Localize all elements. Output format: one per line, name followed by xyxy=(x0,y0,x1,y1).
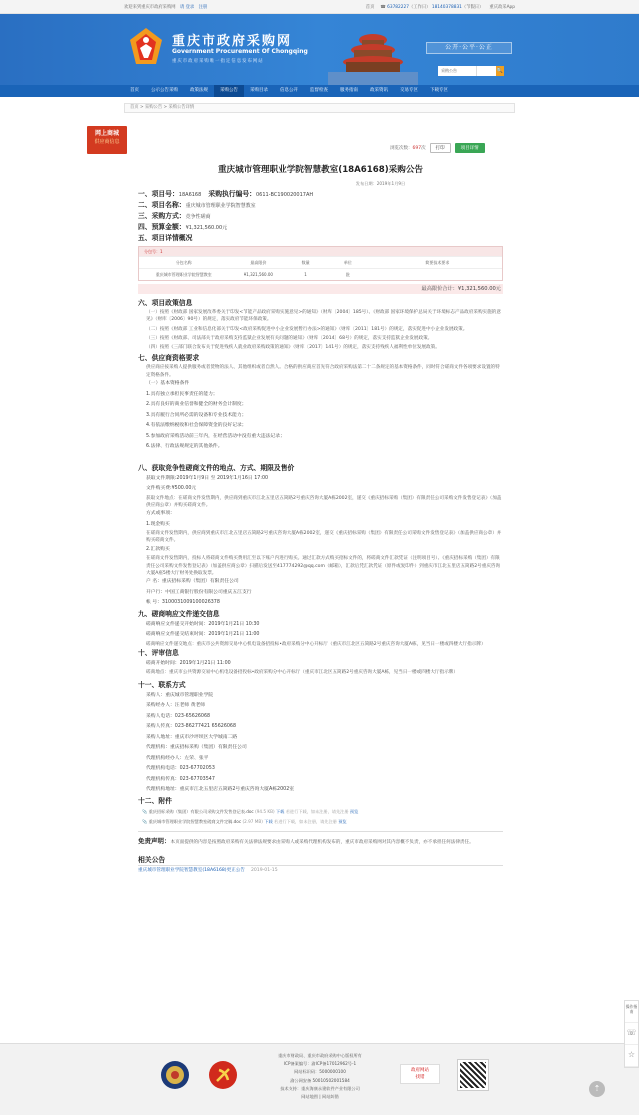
qualification-item: 6.法律、行政法规规定的其他条件。 xyxy=(146,444,223,450)
section-budget xyxy=(138,222,503,233)
nav-item[interactable]: 政采资讯 xyxy=(370,88,388,93)
side-toolbar xyxy=(624,1000,639,1068)
th-spec: 简要技术要求 xyxy=(425,259,450,265)
police-emblem-icon xyxy=(160,1060,190,1090)
footer-line[interactable]: 网站地图 | 网站纠错 xyxy=(301,1094,339,1100)
project-detail-button[interactable]: 项目详情 xyxy=(455,143,485,153)
attachment-note: 若进行下载，如未注册，请先注册 xyxy=(274,818,337,824)
nav-item[interactable]: 交易专区 xyxy=(400,88,418,93)
response-end: 磋商响应文件递交结束时间：2019年1月21日 11:00 xyxy=(146,632,260,638)
hotline-workday-label: （工作日） xyxy=(408,4,431,10)
site-subtitle: 重庆市政府采购唯一指定信息发布网站 xyxy=(172,59,264,64)
temple-illustration-icon xyxy=(318,20,428,85)
attachment-preview-link[interactable]: 预览 xyxy=(338,818,347,824)
contact-item: 采购人：重庆城市管理职业学院 xyxy=(146,692,214,698)
site-title-cn: 重庆市政府采购网 xyxy=(172,34,293,49)
attachment-download-link[interactable]: 下载 xyxy=(264,818,273,824)
search-category-select[interactable]: 采购公告 xyxy=(438,66,476,76)
nav-item[interactable]: 信息公开 xyxy=(280,88,298,93)
related-notice-title[interactable]: 重庆城市管理职业学院智慧教室(18A6168)更正公告 xyxy=(138,868,245,874)
th-unit: 单位 xyxy=(343,259,352,265)
qualification-item: 3.具有履行合同所必需的设备和专业技术能力； xyxy=(146,412,247,418)
qr-code-icon xyxy=(458,1060,488,1090)
nav-item[interactable]: 采购目录 xyxy=(250,88,268,93)
budget-label: 四、预算金额： xyxy=(138,223,186,231)
badge-line2: 找错 xyxy=(415,1075,425,1080)
nav-item[interactable]: 服务指南 xyxy=(340,88,358,93)
exec-no: 0611-BC190020017AH xyxy=(255,192,314,198)
file-icon: 📎 xyxy=(142,818,148,824)
welcome-text: 欢迎来到重庆市政府采购网 xyxy=(124,4,176,10)
exec-no-label: 采购执行编号： xyxy=(208,190,256,198)
account-no: 帐 号：3100031009100026378 xyxy=(146,600,220,606)
footer-line: 网站标识码：5000000100 xyxy=(294,1069,346,1075)
qualification-item: 4.有依法缴纳税收和社会保障资金的良好记录； xyxy=(146,423,247,429)
attachment-size: (2.97 MB) xyxy=(242,818,263,824)
package-no: 分包号：1 xyxy=(139,247,502,256)
site-title-en: Government Procurement Of Chongqing xyxy=(172,48,308,55)
favorite-icon[interactable]: ☆ xyxy=(625,1045,638,1067)
nav-item[interactable]: 下载专区 xyxy=(430,88,448,93)
publish-date: 发布日期：2019年1月9日 xyxy=(355,181,406,186)
qualification-item: 5.参加政府采购活动前三年内，在经营活动中没有重大违法记录； xyxy=(146,433,285,439)
section-obtain-docs: 八、获取竞争性磋商文件的地点、方式、期限及售价 xyxy=(138,463,295,472)
attachment-preview-link[interactable]: 预览 xyxy=(349,808,359,814)
contact-item: 代理机构传真：023-67703547 xyxy=(146,776,215,782)
nav-item[interactable]: 首页 xyxy=(130,88,139,93)
section-policy: 六、项目政策信息 xyxy=(138,299,193,307)
obtain-place: 获取文件地点：在磋商文件发售期内，供应商到重庆市江北五里店五简路2号重庆咨询大厦A栋2002室，递交《重庆招标采购（集团）有限责任公司采购文件发售登记表》（加盖供应商公章）并购买磋商文件。 xyxy=(146,495,502,508)
td-name: 重庆城市管理职业学院智慧教室 xyxy=(155,271,212,277)
obtain-price: 文件购买费:¥500.00元 xyxy=(146,486,197,492)
policy-1: （一）按照《财政部 国家发展改革委关于印发<节能产品政府采购实施意见>的通知》（财库〔2004〕185号）、《财政部 国家环境保护总局关于环境标志产品政府采购实施的意见》（财库〔2006〕90号）的规定，落实政府节能环保政策。 xyxy=(146,310,501,323)
section-qualification: 七、供应商资格要求 xyxy=(138,354,200,363)
views-unit: 次 xyxy=(421,146,426,151)
app-link[interactable]: 重庆政采App xyxy=(489,4,515,10)
page-title: 重庆城市管理职业学院智慧教室(18A6168)采购公告 xyxy=(217,165,424,175)
back-to-top-icon[interactable]: ⇡ xyxy=(589,1081,605,1097)
nav-item[interactable]: 监督检查 xyxy=(310,88,328,93)
footer-text xyxy=(240,1052,400,1101)
contact-item: 采购人传真：023-86277421 65626068 xyxy=(146,724,237,730)
policy-3: （三）按照《财政部、司法部关于政府采购支持监狱企业发展有关问题的通知》（财库〔2014〕68号）的规定，落实支持监狱企业发展政策。 xyxy=(146,335,433,341)
policy-2: （二）按照《财政部 工业和信息化部关于印发<政府采购促进中小企业发展暂行办法>的通知》（财库〔2011〕181号）的规定，落实促进中小企业发展政策。 xyxy=(146,326,468,332)
print-button[interactable]: 打印 xyxy=(430,143,451,153)
headset-icon[interactable]: ☏ xyxy=(625,1023,638,1045)
evaluation-place: 磋商地点：重庆市公共资源交易中心机电设备招投标•政府采购分中心开标厅（重庆市江北区五简路2号重庆咨询大厦A栋，见当日一楼或四楼大厅指示牌） xyxy=(146,670,458,676)
qualification-intro: 供应商应按采购人提供服务或者货物的法人、其他组织或者自然人。合格的供应商应首先符合政府采购法第二十二条规定的基本资格条件，同时符合磋商文件各项要求设置的特定资格条件。 xyxy=(146,365,500,378)
section-method xyxy=(138,211,503,222)
footer-line: 重庆市财政局、重庆市政府采购中心版权所有 xyxy=(278,1053,362,1058)
contact-item: 代理机构：重庆招标采购（集团）有限责任公司 xyxy=(146,745,247,751)
attachment-size: (94.5 KB) xyxy=(255,808,275,814)
obtain-mode: 方式或事项： xyxy=(146,511,175,517)
article-tools xyxy=(390,143,485,153)
cash-purchase-title: 1.现金购买 xyxy=(146,521,170,527)
footer-line: 技术支持：重庆海康永建软件产业有限公司 xyxy=(280,1085,360,1091)
nav-item[interactable]: 公示公告采购 xyxy=(151,88,178,93)
breadcrumb: 首页 > 采购公告 > 采购公告详情 xyxy=(124,103,515,113)
section-overview: 五、项目详情概况 xyxy=(138,234,193,242)
online-mall-banner[interactable] xyxy=(87,126,127,154)
phone-icon: ☎ xyxy=(380,4,386,10)
project-no-label: 一、项目号： xyxy=(138,190,179,198)
attachment-download-link[interactable]: 下载 xyxy=(275,808,285,814)
response-place: 磋商响应文件递交地点：重庆市公共资源交易中心机电设备招投标•政府采购分中心开标厅（重庆市江北区五简路2号重庆咨询大厦A栋，见当日一楼或四楼大厅指示牌） xyxy=(146,641,486,647)
attachment-name: 重庆城市管理职业学院智慧教室磋商文件定稿.doc xyxy=(148,818,242,824)
project-name: 重庆城市管理职业学院智慧教室 xyxy=(185,203,256,209)
related-notice-date: 2019-01-15 xyxy=(250,868,278,874)
nav-item[interactable]: 政策法规 xyxy=(190,88,208,93)
section-attachments: 十二、附件 xyxy=(138,796,172,805)
site-banner xyxy=(0,14,639,85)
login-link[interactable]: 请 登录 xyxy=(179,4,195,10)
remit-purchase-desc: 在磋商文件发售期内，投标人将磋商文件购买费用汇至以下账户内进行购买。通过汇款方式购买招标文件的，将磋商文件汇款凭证（注明项目号）、《重庆招标采购（集团）有限责任公司采购文件发售登记表》（加盖供应商公章）扫描后发送至417774292@qq.com（邮箱），汇款后凭汇款凭证（原件或复印件）到重庆市江北五里店五简路2号重庆咨询大厦A座5楼大厅财务处换取发票。 xyxy=(146,556,501,576)
mall-title: 网上商城 xyxy=(94,130,119,137)
contact-item: 代理机构电话：023-67702053 xyxy=(146,766,215,772)
register-link[interactable]: 注册 xyxy=(198,4,208,10)
search-icon[interactable]: 🔍 xyxy=(496,68,504,74)
package-table xyxy=(138,246,503,281)
project-no: 18A6168 xyxy=(178,192,202,198)
td-qty: 1 xyxy=(304,272,307,277)
search-input[interactable] xyxy=(476,66,496,76)
related-notice-link[interactable] xyxy=(138,866,503,876)
td-price: ¥1,321,560.00 xyxy=(243,272,273,277)
table-header-row xyxy=(139,256,502,268)
contact-item: 代理机构地址：重庆市江北五里店五简路2号重庆咨询大厦A栋2002室 xyxy=(146,787,295,793)
qualification-item: 2.具有良好的商业信誉和健全的财务会计制度； xyxy=(146,402,247,408)
related-notices-title: 相关公告 xyxy=(138,854,503,866)
policy-4: （四）按照《三部门联合发布关于促进残疾人就业政府采购政策的通知》（财库〔2017〕141号）的规定，落实支持残疾人福利性单位发展政策。 xyxy=(146,345,440,351)
top-bar xyxy=(0,0,639,14)
slogan-badge: 公开·公平·公正 xyxy=(426,42,512,54)
hotline-holiday: 18140378831 xyxy=(431,4,462,10)
cash-purchase-desc: 在磋商文件发售期内，供应商到重庆市江北五里店五简路2号重庆咨询大厦A栋2002室，递交《重庆招标采购（集团）有限责任公司采购文件发售登记表》（加盖供应商公章）并购买磋商文件。 xyxy=(146,531,502,544)
account-name: 户 名：重庆招标采购（集团）有限责任公司 xyxy=(146,579,239,585)
td-unit: 批 xyxy=(345,271,350,277)
th-name: 分包名称 xyxy=(175,259,192,265)
gov-site-error-badge[interactable] xyxy=(400,1064,440,1084)
attachment-note: 若进行下载，如未注册，请先注册 xyxy=(285,808,349,814)
obtain-period: 获取文件期限:2019年1月9日 至 2019年1月16日 17:00 xyxy=(146,475,269,481)
hotline-workday: 63782227 xyxy=(387,4,409,10)
nav-item[interactable]: 采购公告 xyxy=(214,85,244,97)
max-price-total: 最高限价合计：¥1,321,560.00元 xyxy=(138,284,503,294)
search-box xyxy=(438,66,504,76)
budget: ¥1,321,560.00元 xyxy=(185,225,228,231)
contact-item: 代理机构经办人：左荣、张平 xyxy=(146,755,209,761)
section-contact: 十一、联系方式 xyxy=(138,680,186,689)
method: 竞争性磋商 xyxy=(185,214,211,220)
footer-line: 渝公网安备 50010502001584 xyxy=(290,1077,350,1083)
badge-line1: 政府网站 xyxy=(411,1068,429,1073)
views-label: 浏览次数： xyxy=(390,146,413,151)
table-row xyxy=(139,268,502,280)
disclaimer-title: 免责声明： xyxy=(138,836,171,845)
evaluation-time: 磋商开始时间：2019年1月21日 11:00 xyxy=(146,660,231,666)
remit-purchase-title: 2.汇款购买 xyxy=(146,546,170,552)
footer-line: ICP备案编号：渝ICP备17012962号-1 xyxy=(283,1061,357,1067)
qualification-item: 1.具有独立承担民事责任的能力； xyxy=(146,391,218,397)
views-count: 697 xyxy=(412,146,422,151)
attachment-item xyxy=(138,817,503,827)
th-price: 最高限价 xyxy=(250,259,267,265)
section-project-name xyxy=(138,200,503,211)
attachment-item xyxy=(138,807,503,817)
attachment-name: 重庆招标采购（集团）有限公司采购文件发售登记表.doc xyxy=(148,808,254,814)
section-response: 九、磋商响应文件递交信息 xyxy=(138,609,220,618)
emblem-logo-icon xyxy=(128,26,164,66)
disclaimer-text: 本页面提供的内容是按照政府采购有关法律法规要求由采购人或采购代理机构发布的，重庆市政府采购网对其内容概不负责，亦不承担任何法律责任。 xyxy=(170,839,474,845)
mall-subtitle: 供应商信息 xyxy=(94,139,120,145)
contact-item: 采购人地址：重庆市沙坪坝区大学城南二路 xyxy=(146,734,238,740)
method-label: 三、采购方式： xyxy=(138,212,186,220)
home-link[interactable]: 首页 xyxy=(365,4,375,10)
account-bank: 开户行：中国工商银行股份有限公司重庆五江支行 xyxy=(146,589,252,595)
site-footer xyxy=(0,1043,639,1115)
response-start: 磋商响应文件递交开始时间：2019年1月21日 10:30 xyxy=(146,621,260,627)
section-project-no xyxy=(138,189,503,200)
hotline-holiday-label: （节假日） xyxy=(461,4,484,10)
qualification-basic: （一）基本资格条件 xyxy=(146,381,190,387)
project-name-label: 二、项目名称： xyxy=(138,201,186,209)
contact-item: 采购经办人：汪老师 黄老师 xyxy=(146,703,206,709)
party-emblem-icon xyxy=(208,1060,238,1090)
th-qty: 数量 xyxy=(301,259,310,265)
notice-document xyxy=(138,160,503,876)
file-icon: 📎 xyxy=(142,808,148,814)
contact-list xyxy=(138,691,503,796)
main-nav xyxy=(0,85,639,97)
guide-button[interactable]: 操作指南 xyxy=(625,1001,638,1023)
contact-item: 采购人电话：023-65626068 xyxy=(146,713,211,719)
section-evaluation: 十、评审信息 xyxy=(138,648,179,657)
disclaimer xyxy=(138,831,503,847)
